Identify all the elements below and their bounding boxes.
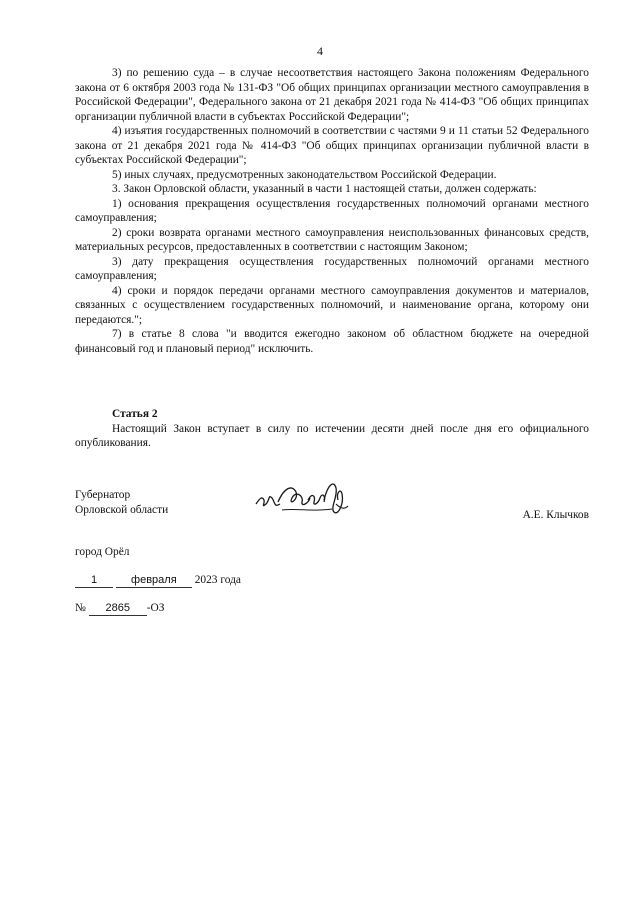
signatory-name: А.Е. Клычков bbox=[522, 509, 589, 521]
paragraph: 1) основания прекращения осуществления государственных полномочий органами местного самоуправления; bbox=[75, 197, 589, 224]
article-heading: Статья 2 bbox=[112, 408, 158, 420]
law-body bbox=[75, 66, 589, 356]
handwritten-signature bbox=[252, 474, 352, 524]
paragraph: 5) иных случаях, предусмотренных законодательством Российской Федерации. bbox=[112, 168, 497, 181]
paragraph: 3) по решению суда – в случае несоответствия настоящего Закона положениям Федерального закона от 6 октября 2003 года № 131-ФЗ "Об общих принципах организации местного самоуправления в Российской Федерации", Федерального закона от 21 декабря 2021 года № 414-ФЗ "Об общих принципах организации публичной власти в субъектах Российской Федерации"; bbox=[75, 67, 589, 123]
paragraph: 4) сроки и порядок передачи органами местного самоуправления документов и материалов, связанных с осуществлением государственных полномочий, и наименование органа, которому они передаются."; bbox=[75, 284, 589, 326]
paragraph: 4) изъятия государственных полномочий в соответствии с частями 9 и 11 статьи 52 Федерального закона от 21 декабря 2021 года № 414-ФЗ "Об общих принципах организации публичной власти в субъектах Российской Федерации"; bbox=[75, 125, 589, 166]
law-number bbox=[75, 602, 164, 616]
signatory-title-line: Орловской области bbox=[75, 504, 169, 516]
paragraph: 2) сроки возврата органами местного самоуправления неиспользованных финансовых средств, материальных ресурсов, предоставленных в соответствии с настоящим Законом; bbox=[75, 226, 589, 253]
paragraph: 3) дату прекращения осуществления государственных полномочий органами местного самоуправления; bbox=[75, 255, 589, 282]
date-year: 2023 года bbox=[194, 574, 241, 586]
law-number-value: 2865 bbox=[89, 602, 147, 616]
signatory-title-line: Губернатор bbox=[75, 489, 131, 501]
article-text: Настоящий Закон вступает в силу по истечении десяти дней после дня его официального опубликования. bbox=[75, 422, 589, 449]
law-number-prefix: № bbox=[75, 602, 86, 614]
date-month: февраля bbox=[116, 574, 192, 588]
paragraph: 7) в статье 8 слова "и вводится ежегодно законом об областном бюджете на очередной финансовый год и плановый период" исключить. bbox=[75, 328, 589, 355]
article-2 bbox=[75, 407, 589, 451]
city: город Орёл bbox=[75, 546, 130, 558]
law-number-suffix: -ОЗ bbox=[146, 602, 165, 614]
signing-date bbox=[75, 574, 241, 588]
date-day: 1 bbox=[75, 574, 113, 588]
paragraph: 3. Закон Орловской области, указанный в части 1 настоящей статьи, должен содержать: bbox=[112, 183, 537, 195]
signatory-title bbox=[75, 488, 168, 518]
page-number: 4 bbox=[317, 44, 323, 58]
